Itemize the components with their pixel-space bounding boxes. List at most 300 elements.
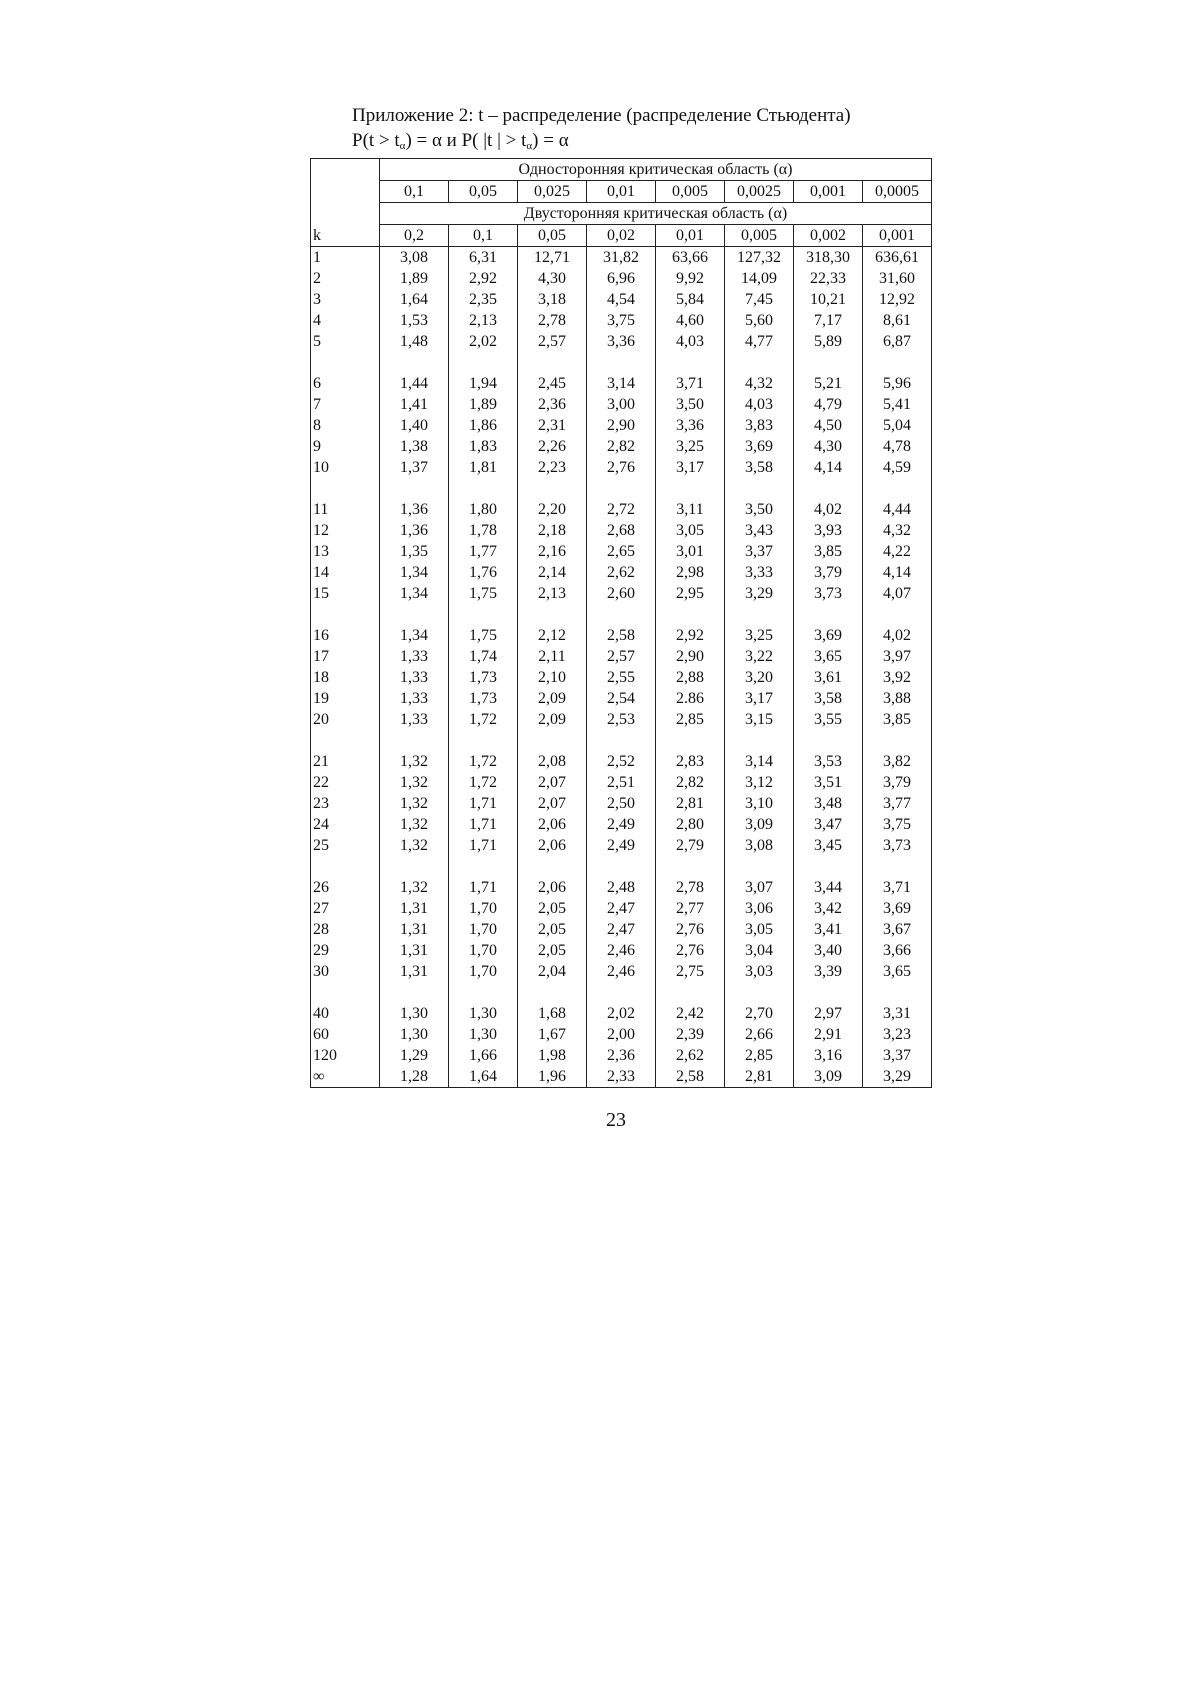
t-value-cell: 2,79 <box>656 835 725 856</box>
t-value-cell: 2,66 <box>725 1024 794 1045</box>
t-value-cell: 1,72 <box>449 709 518 730</box>
k-header-spacer <box>311 159 380 181</box>
t-value-cell: 1,36 <box>380 499 449 520</box>
t-value-cell: 3,11 <box>656 499 725 520</box>
t-value-cell: 1,64 <box>380 289 449 310</box>
table-row <box>311 898 932 919</box>
t-value-cell: 2,49 <box>587 835 656 856</box>
t-value-cell: 3,73 <box>794 583 863 604</box>
t-value-cell: 2,46 <box>587 961 656 982</box>
two-sided-alpha-cell: 0,001 <box>863 225 932 247</box>
spacer-cell <box>656 478 725 499</box>
table-row <box>311 562 932 583</box>
t-value-cell: 1,48 <box>380 331 449 352</box>
t-value-cell: 1,37 <box>380 457 449 478</box>
t-value-cell: 1,33 <box>380 709 449 730</box>
spacer-cell <box>380 352 449 373</box>
t-value-cell: 1,71 <box>449 793 518 814</box>
t-value-cell: 1,31 <box>380 961 449 982</box>
t-value-cell: 3,79 <box>794 562 863 583</box>
t-value-cell: 1,32 <box>380 751 449 772</box>
two-sided-alpha-cell: 0,1 <box>449 225 518 247</box>
t-value-cell: 1,29 <box>380 1045 449 1066</box>
t-value-cell: 3,15 <box>725 709 794 730</box>
t-value-cell: 2,47 <box>587 919 656 940</box>
one-sided-alpha-cell: 0,05 <box>449 181 518 203</box>
k-cell: 18 <box>311 667 380 688</box>
t-value-cell: 1,75 <box>449 625 518 646</box>
t-value-cell: 2,53 <box>587 709 656 730</box>
t-value-cell: 3,73 <box>863 835 932 856</box>
t-value-cell: 2,58 <box>587 625 656 646</box>
t-value-cell: 1,71 <box>449 877 518 898</box>
t-value-cell: 1,78 <box>449 520 518 541</box>
t-value-cell: 3,75 <box>587 310 656 331</box>
group-spacer-row <box>311 352 932 373</box>
spacer-cell <box>863 982 932 1003</box>
t-value-cell: 2,90 <box>656 646 725 667</box>
table-row <box>311 394 932 415</box>
t-value-cell: 3,25 <box>656 436 725 457</box>
spacer-cell <box>725 730 794 751</box>
k-cell: 120 <box>311 1045 380 1066</box>
t-value-cell: 3,20 <box>725 667 794 688</box>
t-value-cell: 2,88 <box>656 667 725 688</box>
k-cell: 11 <box>311 499 380 520</box>
spacer-cell <box>794 730 863 751</box>
spacer-cell <box>587 352 656 373</box>
group-spacer-row <box>311 856 932 877</box>
t-value-cell: 3,43 <box>725 520 794 541</box>
k-cell: 17 <box>311 646 380 667</box>
t-value-cell: 3,83 <box>725 415 794 436</box>
two-sided-alpha-cell: 0,01 <box>656 225 725 247</box>
t-value-cell: 2,07 <box>518 793 587 814</box>
t-value-cell: 3,05 <box>725 919 794 940</box>
t-value-cell: 3,44 <box>794 877 863 898</box>
table-row <box>311 457 932 478</box>
t-value-cell: 1,31 <box>380 898 449 919</box>
t-value-cell: 2,72 <box>587 499 656 520</box>
spacer-cell <box>449 352 518 373</box>
t-value-cell: 4,22 <box>863 541 932 562</box>
spacer-cell <box>449 856 518 877</box>
t-value-cell: 1,53 <box>380 310 449 331</box>
formula-part: P(t > t <box>352 130 400 151</box>
table-row <box>311 310 932 331</box>
k-cell: 4 <box>311 310 380 331</box>
t-value-cell: 3,48 <box>794 793 863 814</box>
k-cell: 27 <box>311 898 380 919</box>
t-value-cell: 1,34 <box>380 583 449 604</box>
t-value-cell: 5,60 <box>725 310 794 331</box>
t-value-cell: 4,32 <box>725 373 794 394</box>
t-value-cell: 1,70 <box>449 898 518 919</box>
t-value-cell: 2,36 <box>587 1045 656 1066</box>
t-value-cell: 2,98 <box>656 562 725 583</box>
t-value-cell: 3,40 <box>794 940 863 961</box>
t-value-cell: 1,70 <box>449 961 518 982</box>
spacer-cell <box>794 856 863 877</box>
t-value-cell: 2,06 <box>518 877 587 898</box>
t-value-cell: 2,92 <box>449 268 518 289</box>
t-value-cell: 1,83 <box>449 436 518 457</box>
one-sided-alpha-cell: 0,001 <box>794 181 863 203</box>
t-value-cell: 3,65 <box>863 961 932 982</box>
t-value-cell: 2,85 <box>656 709 725 730</box>
spacer-cell <box>656 982 725 1003</box>
k-cell: 9 <box>311 436 380 457</box>
table-row <box>311 1024 932 1045</box>
t-value-cell: 1,64 <box>449 1066 518 1088</box>
t-value-cell: 3,29 <box>725 583 794 604</box>
probability-formula <box>352 128 851 159</box>
t-value-cell: 1,80 <box>449 499 518 520</box>
k-cell: 10 <box>311 457 380 478</box>
t-value-cell: 3,14 <box>725 751 794 772</box>
t-value-cell: 2,51 <box>587 772 656 793</box>
t-value-cell: 1,31 <box>380 940 449 961</box>
formula-alpha-subscript: α <box>526 140 533 152</box>
t-value-cell: 1,38 <box>380 436 449 457</box>
t-value-cell: 10,21 <box>794 289 863 310</box>
t-value-cell: 1,73 <box>449 688 518 709</box>
t-value-cell: 5,41 <box>863 394 932 415</box>
table-row <box>311 289 932 310</box>
one-sided-alpha-row <box>311 181 932 203</box>
k-cell: 23 <box>311 793 380 814</box>
spacer-cell <box>863 352 932 373</box>
t-value-cell: 2,55 <box>587 667 656 688</box>
t-value-cell: 2,83 <box>656 751 725 772</box>
t-value-cell: 2,05 <box>518 919 587 940</box>
group-spacer-row <box>311 982 932 1003</box>
t-value-cell: 2,65 <box>587 541 656 562</box>
spacer-cell <box>587 730 656 751</box>
table-row <box>311 814 932 835</box>
one-sided-alpha-cell: 0,005 <box>656 181 725 203</box>
table-row <box>311 940 932 961</box>
spacer-cell <box>725 352 794 373</box>
t-value-cell: 4,79 <box>794 394 863 415</box>
table-row <box>311 688 932 709</box>
spacer-cell <box>311 478 380 499</box>
t-value-cell: 1,89 <box>449 394 518 415</box>
k-cell: ∞ <box>311 1066 380 1088</box>
table-row <box>311 772 932 793</box>
t-value-cell: 14,09 <box>725 268 794 289</box>
t-value-cell: 1,36 <box>380 520 449 541</box>
t-value-cell: 1,89 <box>380 268 449 289</box>
t-value-cell: 3,50 <box>725 499 794 520</box>
spacer-cell <box>518 352 587 373</box>
spacer-cell <box>380 478 449 499</box>
t-value-cell: 1,66 <box>449 1045 518 1066</box>
t-value-cell: 1,75 <box>449 583 518 604</box>
two-sided-alpha-cell: 0,05 <box>518 225 587 247</box>
table-row <box>311 751 932 772</box>
t-value-cell: 1,74 <box>449 646 518 667</box>
one-sided-title: Односторонняя критическая область (α) <box>380 159 932 181</box>
two-sided-title-row <box>311 203 932 225</box>
t-value-cell: 4,07 <box>863 583 932 604</box>
t-value-cell: 2,78 <box>518 310 587 331</box>
spacer-cell <box>794 982 863 1003</box>
t-value-cell: 2,95 <box>656 583 725 604</box>
page-number: 23 <box>606 1109 626 1131</box>
t-value-cell: 3,45 <box>794 835 863 856</box>
t-value-cell: 3,23 <box>863 1024 932 1045</box>
table-row <box>311 415 932 436</box>
spacer-cell <box>311 856 380 877</box>
k-cell: 25 <box>311 835 380 856</box>
t-value-cell: 1,33 <box>380 667 449 688</box>
two-sided-alpha-row <box>311 225 932 247</box>
t-value-cell: 2,78 <box>656 877 725 898</box>
t-value-cell: 3,51 <box>794 772 863 793</box>
k-cell: 2 <box>311 268 380 289</box>
spacer-cell <box>656 730 725 751</box>
t-value-cell: 2,58 <box>656 1066 725 1088</box>
table-row <box>311 919 932 940</box>
k-cell: 12 <box>311 520 380 541</box>
t-value-cell: 2,81 <box>725 1066 794 1088</box>
t-value-cell: 1,30 <box>380 1024 449 1045</box>
t-value-cell: 3,10 <box>725 793 794 814</box>
t-value-cell: 2,52 <box>587 751 656 772</box>
spacer-cell <box>587 982 656 1003</box>
t-value-cell: 3,71 <box>656 373 725 394</box>
t-value-cell: 3,22 <box>725 646 794 667</box>
t-value-cell: 2,57 <box>587 646 656 667</box>
table-row <box>311 499 932 520</box>
k-header-spacer <box>311 203 380 225</box>
formula-part: ) = α и P( |t | > t <box>405 130 527 151</box>
t-value-cell: 1,72 <box>449 772 518 793</box>
t-value-cell: 3,93 <box>794 520 863 541</box>
spacer-cell <box>863 730 932 751</box>
spacer-cell <box>311 352 380 373</box>
t-value-cell: 2,10 <box>518 667 587 688</box>
spacer-cell <box>656 856 725 877</box>
k-cell: 3 <box>311 289 380 310</box>
t-value-cell: 31,82 <box>587 247 656 269</box>
t-value-cell: 6,96 <box>587 268 656 289</box>
table-row <box>311 961 932 982</box>
t-value-cell: 1,34 <box>380 625 449 646</box>
t-value-cell: 1,68 <box>518 1003 587 1024</box>
t-value-cell: 12,71 <box>518 247 587 269</box>
t-value-cell: 1,31 <box>380 919 449 940</box>
t-value-cell: 4,14 <box>794 457 863 478</box>
t-value-cell: 4,14 <box>863 562 932 583</box>
table-row <box>311 877 932 898</box>
t-value-cell: 3,37 <box>863 1045 932 1066</box>
t-value-cell: 3,41 <box>794 919 863 940</box>
t-value-cell: 3,53 <box>794 751 863 772</box>
t-value-cell: 63,66 <box>656 247 725 269</box>
t-value-cell: 4,60 <box>656 310 725 331</box>
t-value-cell: 1,94 <box>449 373 518 394</box>
t-value-cell: 2,26 <box>518 436 587 457</box>
t-value-cell: 2,97 <box>794 1003 863 1024</box>
t-value-cell: 1,33 <box>380 688 449 709</box>
t-value-cell: 1,70 <box>449 940 518 961</box>
t-value-cell: 1,35 <box>380 541 449 562</box>
t-value-cell: 1,98 <box>518 1045 587 1066</box>
t-value-cell: 4,78 <box>863 436 932 457</box>
t-value-cell: 2,12 <box>518 625 587 646</box>
k-cell: 5 <box>311 331 380 352</box>
k-cell: 26 <box>311 877 380 898</box>
two-sided-title: Двусторонняя критическая область (α) <box>380 203 932 225</box>
t-value-cell: 2,14 <box>518 562 587 583</box>
one-sided-alpha-cell: 0,01 <box>587 181 656 203</box>
t-value-cell: 3,85 <box>863 709 932 730</box>
t-value-cell: 1,30 <box>380 1003 449 1024</box>
t-value-cell: 1,72 <box>449 751 518 772</box>
table-row <box>311 793 932 814</box>
t-value-cell: 2,20 <box>518 499 587 520</box>
t-value-cell: 3,33 <box>725 562 794 583</box>
t-value-cell: 3,58 <box>794 688 863 709</box>
t-value-cell: 3,29 <box>863 1066 932 1088</box>
spacer-cell <box>725 856 794 877</box>
t-value-cell: 3,18 <box>518 289 587 310</box>
one-sided-title-row <box>311 159 932 181</box>
t-value-cell: 2,81 <box>656 793 725 814</box>
one-sided-alpha-cell: 0,0025 <box>725 181 794 203</box>
t-value-cell: 2,39 <box>656 1024 725 1045</box>
spacer-cell <box>380 604 449 625</box>
t-value-cell: 9,92 <box>656 268 725 289</box>
t-value-cell: 3,17 <box>656 457 725 478</box>
t-value-cell: 2,47 <box>587 898 656 919</box>
t-value-cell: 3,08 <box>725 835 794 856</box>
group-spacer-row <box>311 478 932 499</box>
t-value-cell: 3,37 <box>725 541 794 562</box>
spacer-cell <box>380 856 449 877</box>
spacer-cell <box>380 982 449 1003</box>
t-value-cell: 4,50 <box>794 415 863 436</box>
t-value-cell: 1,67 <box>518 1024 587 1045</box>
t-value-cell: 1,30 <box>449 1024 518 1045</box>
spacer-cell <box>863 856 932 877</box>
t-value-cell: 1,41 <box>380 394 449 415</box>
t-value-cell: 12,92 <box>863 289 932 310</box>
t-value-cell: 3,71 <box>863 877 932 898</box>
k-cell: 1 <box>311 247 380 269</box>
t-value-cell: 2,33 <box>587 1066 656 1088</box>
t-value-cell: 6,87 <box>863 331 932 352</box>
k-cell: 30 <box>311 961 380 982</box>
formula-alpha-subscript: α <box>399 140 406 152</box>
page-heading <box>352 103 851 159</box>
k-cell: 8 <box>311 415 380 436</box>
t-value-cell: 2,92 <box>656 625 725 646</box>
spacer-cell <box>725 478 794 499</box>
t-value-cell: 3,05 <box>656 520 725 541</box>
spacer-cell <box>518 856 587 877</box>
t-value-cell: 2,76 <box>656 919 725 940</box>
spacer-cell <box>863 604 932 625</box>
spacer-cell <box>794 478 863 499</box>
spacer-cell <box>794 352 863 373</box>
t-value-cell: 2,05 <box>518 898 587 919</box>
t-value-cell: 4,03 <box>656 331 725 352</box>
table-row <box>311 667 932 688</box>
t-value-cell: 5,04 <box>863 415 932 436</box>
t-value-cell: 5,96 <box>863 373 932 394</box>
t-value-cell: 1,71 <box>449 835 518 856</box>
k-cell: 28 <box>311 919 380 940</box>
t-value-cell: 3,66 <box>863 940 932 961</box>
t-value-cell: 31,60 <box>863 268 932 289</box>
t-value-cell: 2,09 <box>518 688 587 709</box>
t-value-cell: 5,21 <box>794 373 863 394</box>
t-value-cell: 3,65 <box>794 646 863 667</box>
spacer-cell <box>656 604 725 625</box>
t-value-cell: 2,05 <box>518 940 587 961</box>
t-value-cell: 2,49 <box>587 814 656 835</box>
t-value-cell: 2,08 <box>518 751 587 772</box>
page-title: Приложение 2: t – распределение (распределение Стьюдента) <box>352 105 851 126</box>
t-value-cell: 3,14 <box>587 373 656 394</box>
t-value-cell: 2,16 <box>518 541 587 562</box>
k-cell: 13 <box>311 541 380 562</box>
t-value-cell: 1,71 <box>449 814 518 835</box>
t-value-cell: 22,33 <box>794 268 863 289</box>
t-value-cell: 2,07 <box>518 772 587 793</box>
t-value-cell: 5,84 <box>656 289 725 310</box>
t-value-cell: 3,55 <box>794 709 863 730</box>
two-sided-alpha-cell: 0,02 <box>587 225 656 247</box>
spacer-cell <box>380 730 449 751</box>
table-body <box>311 159 932 1088</box>
spacer-cell <box>794 604 863 625</box>
table-row <box>311 436 932 457</box>
t-value-cell: 4,02 <box>794 499 863 520</box>
k-cell: 16 <box>311 625 380 646</box>
t-value-cell: 3,77 <box>863 793 932 814</box>
t-value-cell: 3,47 <box>794 814 863 835</box>
t-value-cell: 3,61 <box>794 667 863 688</box>
t-value-cell: 4,02 <box>863 625 932 646</box>
table-row <box>311 1045 932 1066</box>
group-spacer-row <box>311 604 932 625</box>
t-value-cell: 2,68 <box>587 520 656 541</box>
t-value-cell: 3,04 <box>725 940 794 961</box>
t-value-cell: 127,32 <box>725 247 794 269</box>
t-value-cell: 2,77 <box>656 898 725 919</box>
t-value-cell: 1,32 <box>380 877 449 898</box>
t-value-cell: 3,06 <box>725 898 794 919</box>
t-value-cell: 2,35 <box>449 289 518 310</box>
spacer-cell <box>725 604 794 625</box>
t-value-cell: 636,61 <box>863 247 932 269</box>
t-value-cell: 2,82 <box>656 772 725 793</box>
t-value-cell: 1,33 <box>380 646 449 667</box>
spacer-cell <box>449 604 518 625</box>
two-sided-alpha-cell: 0,2 <box>380 225 449 247</box>
t-value-cell: 6,31 <box>449 247 518 269</box>
t-value-cell: 2,13 <box>518 583 587 604</box>
t-value-cell: 2,82 <box>587 436 656 457</box>
t-value-cell: 7,45 <box>725 289 794 310</box>
table-row <box>311 331 932 352</box>
t-value-cell: 3,17 <box>725 688 794 709</box>
table-row <box>311 625 932 646</box>
